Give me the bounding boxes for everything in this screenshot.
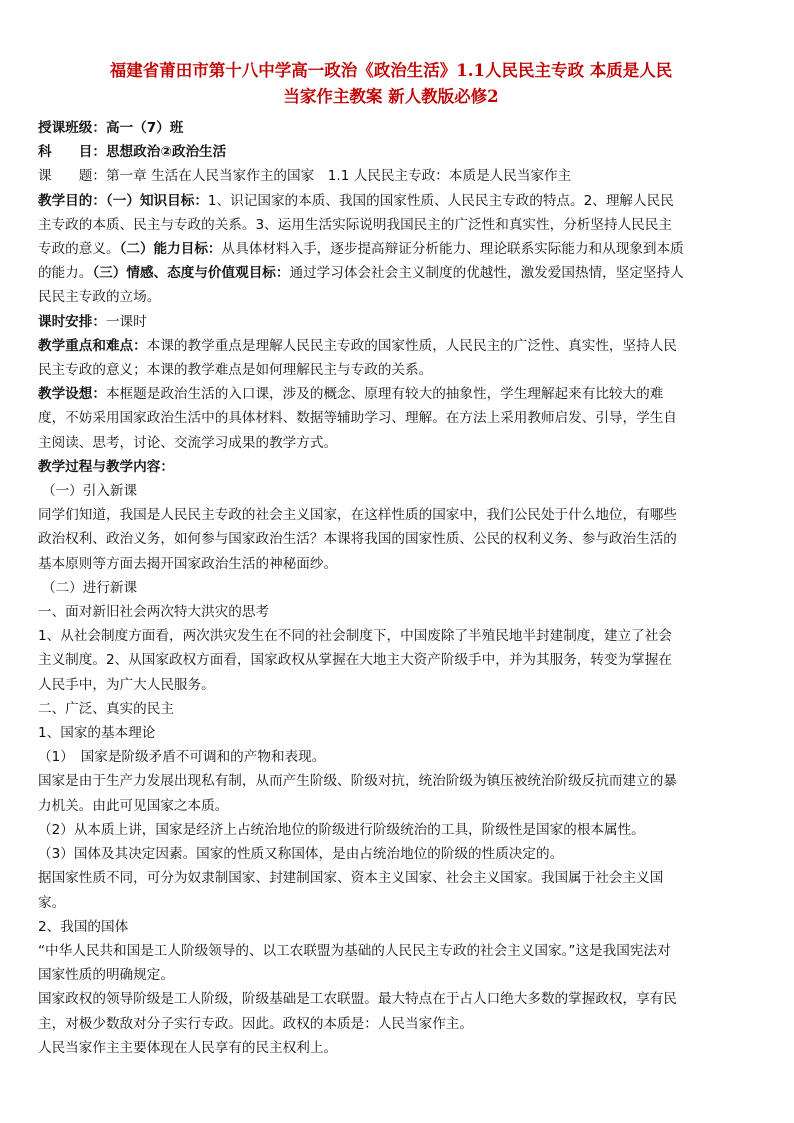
knowledge-goal-label: （一）知识目标：	[105, 192, 208, 209]
knowledge-goal-text: 1、识记国家的本质、我国的国家性质、人民民主专政的特点。2、理解人民民主专政的本质、民主与专政的关系。3、运用生活实际说明我国民主的广泛性和真实性，分析坚持人民民主专政的意义。	[38, 192, 674, 258]
key-points-text: 本课的教学重点是理解人民民主专政的国家性质，人民民主的广泛性、真实性，坚持人民民主专政的意义；本课的教学难点是如何理解民主与专政的关系。	[38, 337, 677, 379]
topic-line	[38, 164, 684, 188]
design-text: 本框题是政治生活的入口课，涉及的概念、原理有较大的抽象性，学生理解起来有比较大的难度，不妨采用国家政治生活中的具体材料、数据等辅助学习、理解。在方法上采用教师启发、引导，学生自主阅读、思考，讨论、交流学习成果的教学方式。	[38, 386, 677, 451]
constitution-quote: “中华人民共和国是工人阶级领导的、以工农联盟为基础的人民民主专政的社会主义国家。”这是我国宪法对国家性质的明确规定。	[38, 942, 671, 984]
section-new-heading: （二）进行新课	[42, 579, 138, 596]
class-label: 授课班级：	[38, 120, 106, 136]
teaching-goals	[38, 189, 684, 310]
part-two-sub-2: 2、我国的国体	[38, 918, 129, 935]
subject-value: 思想政治②政治生活	[105, 144, 227, 161]
part-one-text: 1、从社会制度方面看，两次洪灾发生在不同的社会制度下，中国废除了半殖民地半封建制度，建立了社会主义制度。2、从国家政权方面看，国家政权从掌握在大地主大资产阶级手中，并为其服务，转变为掌握在人民手中，为广大人民服务。	[38, 628, 672, 693]
key-points-label: 教学重点和难点：	[38, 337, 147, 354]
part-two-item-3-text: 据国家性质不同，可分为奴隶制国家、封建制国家、资本主义国家、社会主义国家。我国属于社会主义国家。	[38, 870, 664, 911]
part-one-heading: 一、面对新旧社会两次特大洪灾的思考	[38, 604, 270, 621]
part-two-item-3: （3）国体及其决定因素。国家的性质又称国体，是由占统治地位的阶级的性质决定的。	[38, 846, 564, 863]
section-intro-text: 同学们知道，我国是人民民主专政的社会主义国家，在这样性质的国家中，我们公民处于什么地位，有哪些政治权利、政治义务，如何参与国家政治生活？本课将我国的国家性质、公民的权利义务、参与政治生活的基本原则等方面去揭开国家政治生活的神秘面纱。	[38, 507, 677, 572]
topic-label: 课 题：	[38, 168, 106, 185]
process-heading: 教学过程与教学内容：	[38, 458, 174, 475]
ability-goal-text: 从具体材料入手，逐步提高辩证分析能力、理论联系实际能力和从现象到本质的能力。	[38, 241, 684, 282]
emotion-goal-text: 通过学习体会社会主义制度的优越性，激发爱国热情，坚定坚持人民民主专政的立场。	[38, 265, 684, 306]
part-two-heading: 二、广泛、真实的民主	[38, 700, 174, 717]
part-two-item-2: （2）从本质上讲，国家是经济上占统治地位的阶级进行阶级统治的工具，阶级性是国家的根本属性。	[38, 821, 645, 838]
key-points	[38, 334, 684, 382]
part-two-item-1-text: 国家是由于生产力发展出现私有制，从而产生阶级、阶级对抗，统治阶级为镇压被统治阶级反抗而建立的暴力机关。由此可见国家之本质。	[38, 773, 677, 814]
design-label: 教学设想：	[38, 386, 106, 403]
topic-value: 第一章 生活在人民当家作主的国家 1.1 人民民主专政：本质是人民当家作主	[105, 168, 572, 185]
document-title	[38, 58, 744, 110]
goals-label: 教学目的：	[38, 192, 106, 209]
hours-value: 一课时	[105, 313, 147, 330]
part-two-item-1: （1） 国家是阶级矛盾不可调和的产物和表现。	[38, 749, 326, 766]
ability-goal-label: （二）能力目标：	[119, 241, 222, 258]
section-intro-heading: （一）引入新课	[42, 483, 138, 500]
subject-line	[38, 140, 684, 164]
part-two-sub-1: 1、国家的基本理论	[38, 725, 156, 742]
part-two-text-2: 国家政权的领导阶级是工人阶级，阶级基础是工农联盟。最大特点在于占人口绝大多数的掌握政权，享有民主，对极少数敌对分子实行专政。因此。政权的本质是：人民当家作主。	[38, 991, 677, 1032]
hours-line	[38, 310, 684, 334]
title-line-2: 当家作主教案 新人教版必修2	[283, 87, 499, 106]
class-line	[38, 116, 684, 140]
teaching-design	[38, 382, 684, 455]
hours-label: 课时安排：	[38, 313, 106, 330]
class-value: 高一（7）班	[105, 120, 184, 136]
title-line-1: 福建省莆田市第十八中学高一政治《政治生活》1.1人民民主专政 本质是人民	[109, 61, 673, 80]
part-two-text-3: 人民当家作主主要体现在人民享有的民主权利上。	[38, 1039, 338, 1056]
emotion-goal-label: （三）情感、态度与价值观目标：	[92, 265, 290, 282]
subject-label: 科 目：	[38, 144, 106, 161]
